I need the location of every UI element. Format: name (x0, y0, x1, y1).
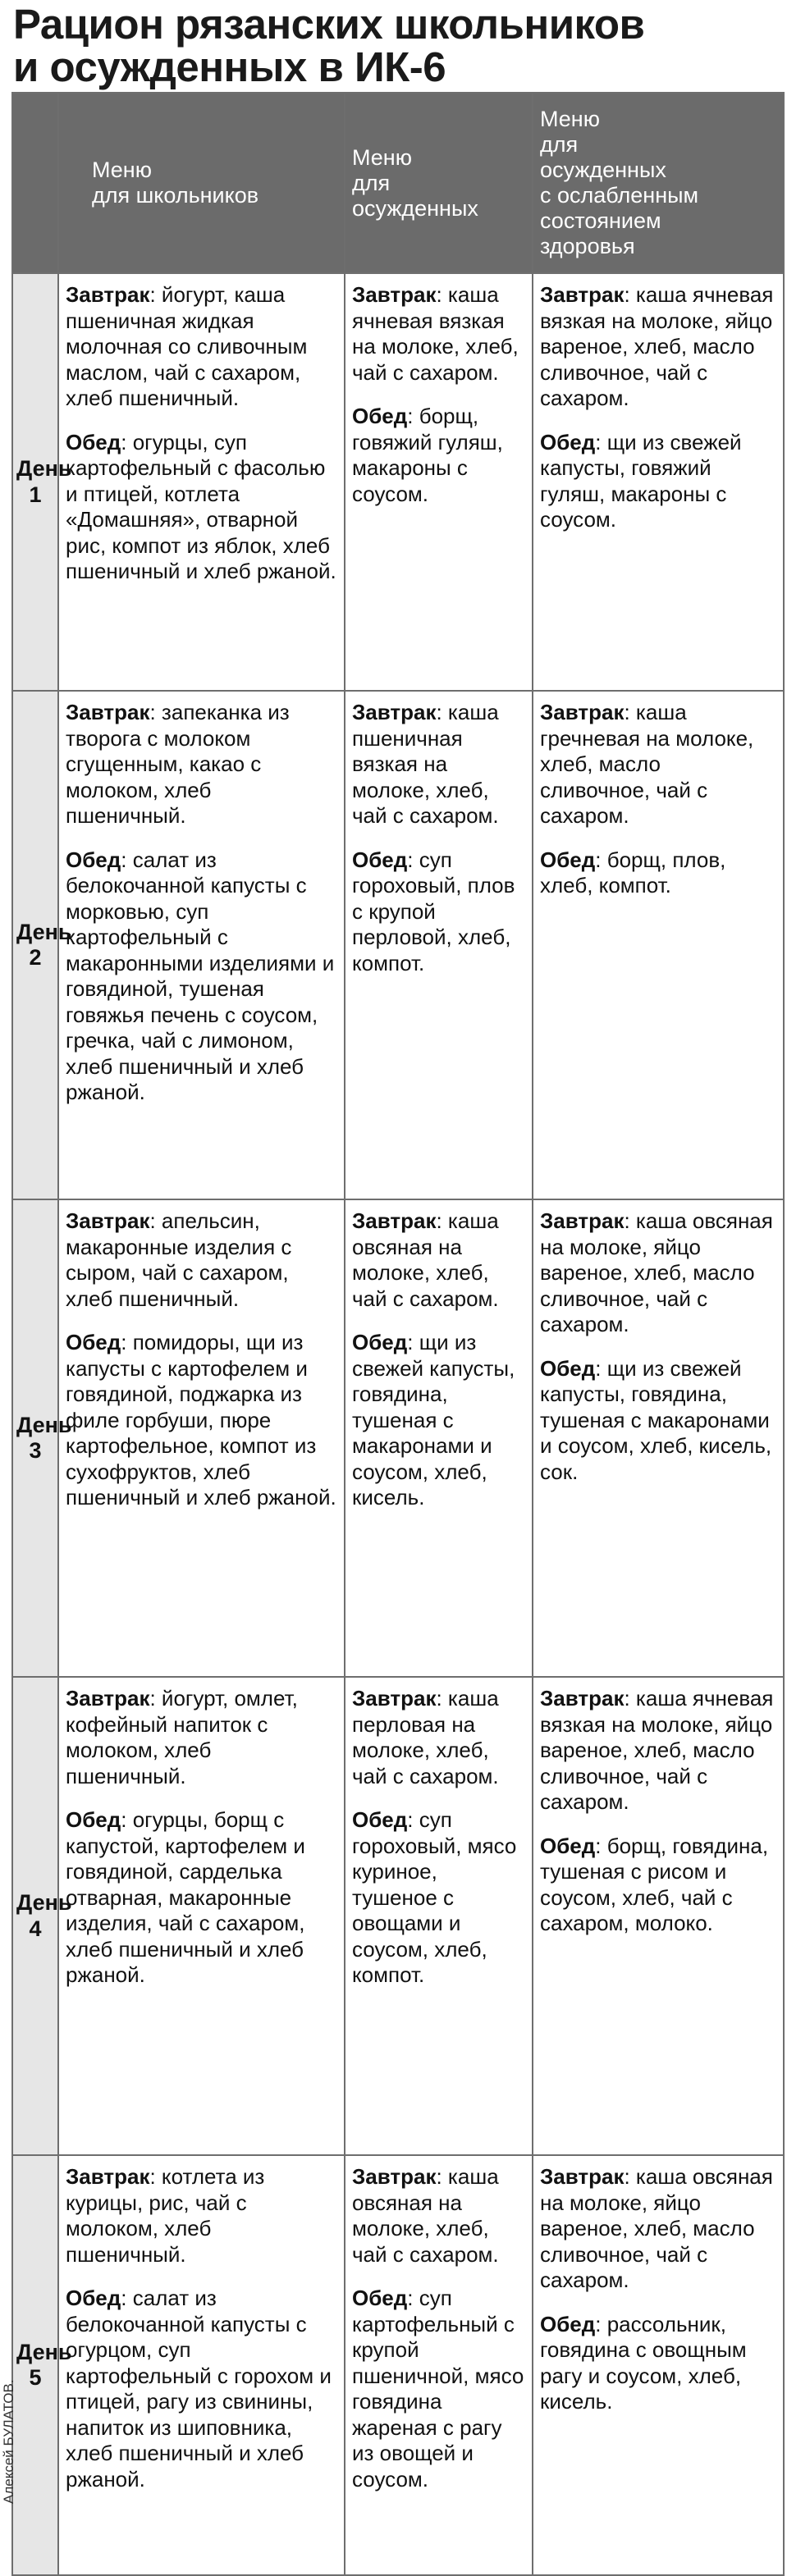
breakfast-label: Завтрак (352, 1208, 437, 1233)
table-row (12, 273, 784, 691)
menu-cell-convict (345, 2155, 533, 2575)
lunch-entry (352, 1807, 525, 1989)
menu-cell-school (58, 2155, 345, 2575)
day-label: День 2 (12, 691, 58, 1199)
lunch-label: Обед (66, 429, 121, 454)
menu-cell-convict-weak (533, 1199, 784, 1677)
lunch-text: : помидоры, щи из капусты с картофелем и говядиной, поджарка из филе горбуши, пюре картофельное, компот из сухофруктов, хлеб пшеничный и хлеб ржаной. (66, 1330, 336, 1510)
title-line-2: и осужденных в ИК-6 (13, 43, 446, 90)
menu-cell-school (58, 691, 345, 1199)
breakfast-entry (540, 700, 776, 829)
breakfast-entry (66, 1208, 337, 1312)
lunch-text: : огурцы, суп картофельный с фасолью и птицей, котлета «Домашняя», отварной рис, компот из яблок, хлеб пшеничный и хлеб ржаной. (66, 429, 336, 583)
breakfast-entry (352, 1208, 525, 1312)
breakfast-label: Завтрак (540, 1208, 625, 1233)
lunch-entry (540, 1356, 776, 1486)
breakfast-label: Завтрак (540, 2164, 625, 2189)
lunch-entry (540, 2312, 776, 2415)
lunch-text: : суп гороховый, плов с крупой перловой, хлеб, компот. (352, 847, 515, 975)
lunch-entry (66, 2286, 337, 2492)
menu-cell-convict (345, 1199, 533, 1677)
breakfast-text: : каша ячневая вязкая на молоке, яйцо вареное, хлеб, масло сливочное, чай с сахаром. (540, 1686, 774, 1814)
lunch-text: : щи из свежей капусты, говядина, тушеная с макаронами и соусом, хлеб, кисель, сок. (540, 1355, 772, 1484)
menu-cell-school (58, 1199, 345, 1677)
day-label: День 1 (12, 273, 58, 691)
menu-table (11, 92, 785, 2576)
breakfast-entry (540, 282, 776, 412)
breakfast-text: : котлета из курицы, рис, чай с молоком, хлеб пшеничный. (66, 2164, 265, 2267)
menu-cell-school (58, 1677, 345, 2155)
breakfast-entry (352, 2164, 525, 2268)
lunch-entry (66, 430, 337, 585)
lunch-label: Обед (540, 2311, 596, 2336)
breakfast-label: Завтрак (66, 2164, 150, 2189)
table-header-row (12, 93, 784, 273)
breakfast-text: : апельсин, макаронные изделия с сыром, чай с сахаром, хлеб пшеничный. (66, 1208, 292, 1311)
column-header-school: Меню для школьников (58, 93, 345, 273)
menu-cell-convict-weak (533, 1677, 784, 2155)
lunch-entry (540, 430, 776, 533)
lunch-entry (352, 847, 525, 977)
breakfast-entry (352, 1686, 525, 1789)
breakfast-text: : йогурт, каша пшеничная жидкая молочная со сливочным маслом, чай с сахаром, хлеб пшеничный. (66, 282, 308, 410)
breakfast-entry (540, 2164, 776, 2294)
lunch-entry (66, 1807, 337, 1989)
breakfast-text: : каша овсяная на молоке, яйцо вареное, хлеб, масло сливочное, чай с сахаром. (540, 2164, 773, 2292)
breakfast-label: Завтрак (352, 700, 437, 724)
lunch-label: Обед (352, 2286, 408, 2310)
column-header-convict-weak: Меню для осужденных с ослабленным состоянием здоровья (533, 93, 784, 273)
lunch-label: Обед (352, 1807, 408, 1832)
menu-cell-convict (345, 1677, 533, 2155)
breakfast-entry (66, 282, 337, 412)
lunch-entry (352, 404, 525, 507)
header-corner (12, 93, 58, 273)
breakfast-text: : каша перловая на молоке, хлеб, чай с сахаром. (352, 1686, 499, 1788)
breakfast-entry (540, 1686, 776, 1816)
lunch-label: Обед (66, 1330, 121, 1354)
lunch-label: Обед (352, 1330, 408, 1354)
breakfast-label: Завтрак (66, 1208, 150, 1233)
breakfast-text: : йогурт, омлет, кофейный напиток с молоком, хлеб пшеничный. (66, 1686, 298, 1788)
table-row (12, 1677, 784, 2155)
lunch-label: Обед (66, 847, 121, 872)
breakfast-text: : каша ячневая вязкая на молоке, хлеб, чай с сахаром. (352, 282, 519, 385)
lunch-text: : борщ, говяжий гуляш, макароны с соусом. (352, 404, 503, 506)
breakfast-entry (66, 1686, 337, 1789)
lunch-entry (352, 1330, 525, 1511)
breakfast-entry (540, 1208, 776, 1338)
lunch-text: : борщ, говядина, тушеная с рисом и соусом, хлеб, чай с сахаром, молоко. (540, 1833, 769, 1935)
day-label: День 5 (12, 2155, 58, 2575)
table-row (12, 2155, 784, 2575)
lunch-text: : щи из свежей капусты, говядина, тушеная с макаронами и соусом, хлеб, кисель. (352, 1330, 515, 1510)
lunch-label: Обед (352, 847, 408, 872)
lunch-text: : рассольник, говядина с овощным рагу и соусом, хлеб, кисель. (540, 2311, 747, 2414)
lunch-entry (66, 847, 337, 1106)
breakfast-label: Завтрак (352, 2164, 437, 2189)
breakfast-text: : запеканка из творога с молоком сгущенным, какао с молоком, хлеб пшеничный. (66, 700, 290, 828)
day-label: День 3 (12, 1199, 58, 1677)
lunch-label: Обед (540, 1355, 596, 1381)
lunch-label: Обед (66, 1807, 121, 1832)
menu-cell-convict (345, 273, 533, 691)
lunch-text: : борщ, плов, хлеб, компот. (540, 847, 726, 897)
lunch-text: : салат из белокочанной капусты с огурцом, суп картофельный с горохом и птицей, рагу из свинины, напиток из шиповника, хлеб пшеничный и хлеб ржаной. (66, 2286, 332, 2492)
lunch-label: Обед (540, 847, 596, 872)
lunch-entry (540, 1834, 776, 1937)
breakfast-entry (352, 700, 525, 829)
day-label: День 4 (12, 1677, 58, 2155)
lunch-entry (66, 1330, 337, 1511)
menu-cell-convict-weak (533, 2155, 784, 2575)
menu-cell-convict-weak (533, 691, 784, 1199)
breakfast-label: Завтрак (540, 700, 625, 724)
lunch-text: : суп гороховый, мясо куриное, тушеное с овощами и соусом, хлеб, компот. (352, 1807, 517, 1987)
breakfast-text: : каша овсяная на молоке, хлеб, чай с сахаром. (352, 1208, 499, 1311)
lunch-entry (540, 847, 776, 899)
lunch-label: Обед (352, 404, 408, 428)
menu-cell-school (58, 273, 345, 691)
lunch-text: : огурцы, борщ с капустой, картофелем и говядиной, сарделька отварная, макаронные изделия, чай с сахаром, хлеб пшеничный и хлеб ржаной. (66, 1807, 305, 1987)
breakfast-text: : каша овсяная на молоке, хлеб, чай с сахаром. (352, 2164, 499, 2267)
breakfast-text: : каша ячневая вязкая на молоке, яйцо вареное, хлеб, масло сливочное, чай с сахаром. (540, 282, 774, 410)
breakfast-label: Завтрак (352, 282, 437, 307)
table-row (12, 1199, 784, 1677)
breakfast-label: Завтрак (66, 700, 150, 724)
lunch-text: : салат из белокочанной капусты с морковью, суп картофельный с макаронными изделиями и говядиной, тушеная говяжья печень с соусом, гречка, чай с лимоном, хлеб пшеничный и хлеб ржаной. (66, 847, 335, 1104)
menu-cell-convict-weak (533, 273, 784, 691)
lunch-label: Обед (540, 1833, 596, 1858)
lunch-text: : щи из свежей капусты, говяжий гуляш, макароны с соусом. (540, 429, 742, 532)
table-row (12, 691, 784, 1199)
lunch-label: Обед (66, 2286, 121, 2310)
breakfast-text: : каша гречневая на молоке, хлеб, масло сливочное, чай с сахаром. (540, 700, 754, 828)
breakfast-entry (66, 700, 337, 829)
breakfast-label: Завтрак (352, 1686, 437, 1710)
breakfast-text: : каша пшеничная вязкая на молоке, хлеб, чай с сахаром. (352, 700, 499, 828)
breakfast-label: Завтрак (540, 1686, 625, 1710)
lunch-label: Обед (540, 429, 596, 454)
title-line-1: Рацион рязанских школьников (13, 1, 645, 48)
page-title (13, 3, 776, 89)
menu-cell-convict (345, 691, 533, 1199)
lunch-entry (352, 2286, 525, 2492)
breakfast-text: : каша овсяная на молоке, яйцо вареное, хлеб, масло сливочное, чай с сахаром. (540, 1208, 773, 1336)
lunch-text: : суп картофельный с крупой пшеничной, мясо говядина жареная с рагу из овощей и соусом. (352, 2286, 524, 2492)
breakfast-label: Завтрак (66, 282, 150, 307)
breakfast-entry (352, 282, 525, 386)
breakfast-label: Завтрак (540, 282, 625, 307)
breakfast-entry (66, 2164, 337, 2268)
breakfast-label: Завтрак (66, 1686, 150, 1710)
column-header-convict: Меню для осужденных (345, 93, 533, 273)
photo-credit: Алексей БУЛАТОВ. (1, 2379, 16, 2504)
